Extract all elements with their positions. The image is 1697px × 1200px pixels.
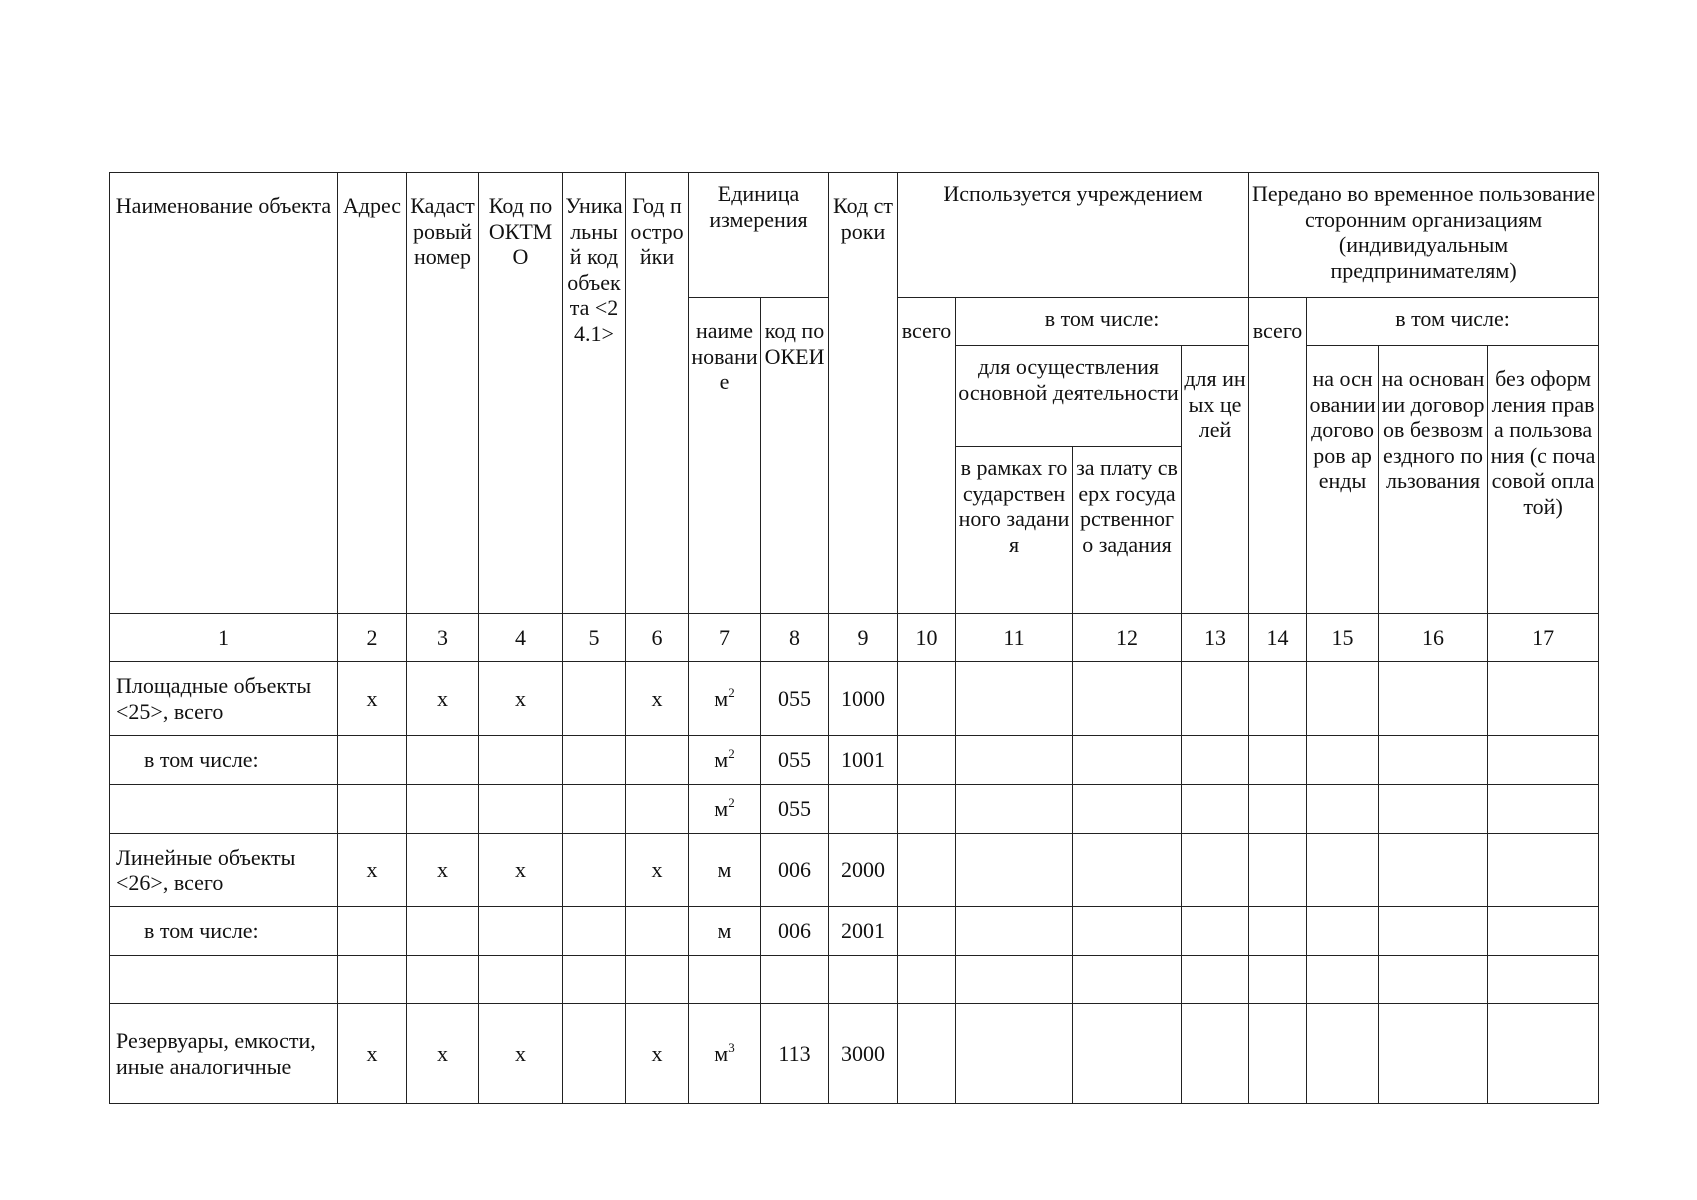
col-number: 8 (761, 614, 829, 662)
cell-value (1307, 785, 1379, 834)
cell-value (1182, 662, 1249, 736)
cell-okei: 006 (761, 834, 829, 907)
cell-value (1073, 907, 1182, 956)
cell-cadastral: x (407, 834, 479, 907)
cell-value (1073, 662, 1182, 736)
row-name (110, 785, 338, 834)
header-main-activity: для осуществления основной деятельности (956, 346, 1182, 447)
property-table (109, 172, 1599, 1104)
cell-unit (689, 956, 761, 1004)
cell-address: x (338, 1004, 407, 1104)
header-lease: на основании договоров аренды (1307, 346, 1379, 614)
cell-address: x (338, 834, 407, 907)
cell-cadastral (407, 956, 479, 1004)
cell-okei: 055 (761, 785, 829, 834)
cell-value (1073, 736, 1182, 785)
cell-unique-code (563, 834, 626, 907)
table-row (110, 1004, 1599, 1104)
row-name: Резервуары, емкости, иные аналогичные (110, 1004, 338, 1104)
cell-value (1073, 1004, 1182, 1104)
cell-value (1249, 956, 1307, 1004)
header-unit-name: наименование (689, 298, 761, 614)
cell-year: x (626, 662, 689, 736)
cell-year: x (626, 834, 689, 907)
cell-row-code (829, 785, 898, 834)
cell-address (338, 907, 407, 956)
cell-value (1182, 736, 1249, 785)
cell-value (1307, 736, 1379, 785)
col-number: 16 (1379, 614, 1488, 662)
cell-row-code (829, 956, 898, 1004)
cell-unique-code (563, 956, 626, 1004)
col-number: 11 (956, 614, 1073, 662)
row-name (110, 956, 338, 1004)
table-row (110, 785, 1599, 834)
cell-value (956, 785, 1073, 834)
header-used-total: всего (898, 298, 956, 614)
column-numbers-row (110, 614, 1599, 662)
cell-value (898, 907, 956, 956)
cell-value (1249, 907, 1307, 956)
cell-value (1488, 907, 1599, 956)
table-row (110, 662, 1599, 736)
cell-value (898, 834, 956, 907)
table-row (110, 956, 1599, 1004)
cell-value (1379, 1004, 1488, 1104)
cell-unique-code (563, 907, 626, 956)
cell-value (1307, 956, 1379, 1004)
col-number: 3 (407, 614, 479, 662)
cell-address (338, 785, 407, 834)
header-paid-over: за плату сверх государственного задания (1073, 447, 1182, 614)
cell-year (626, 736, 689, 785)
header-unit: Единица измерения (689, 173, 829, 298)
cell-value (1249, 1004, 1307, 1104)
header-row-1 (110, 173, 1599, 298)
cell-value (1379, 834, 1488, 907)
cell-unit (689, 785, 761, 834)
header-name: Наименование объекта (110, 173, 338, 614)
col-number: 12 (1073, 614, 1182, 662)
cell-value (1488, 956, 1599, 1004)
cell-value (898, 736, 956, 785)
cell-oktmo (479, 736, 563, 785)
cell-value (1379, 907, 1488, 956)
report-sheet (109, 172, 1599, 1104)
unit-power: 2 (728, 684, 735, 700)
cell-value (1379, 662, 1488, 736)
cell-unique-code (563, 785, 626, 834)
cell-value (1182, 907, 1249, 956)
cell-value (898, 662, 956, 736)
cell-oktmo (479, 785, 563, 834)
table-row (110, 834, 1599, 907)
header-transferred-total: всего (1249, 298, 1307, 614)
unit-text: м (714, 747, 729, 773)
cell-value (956, 736, 1073, 785)
cell-row-code: 2001 (829, 907, 898, 956)
header-unique-code: Уникальный код объекта <24.1> (563, 173, 626, 614)
header-address: Адрес (338, 173, 407, 614)
cell-year (626, 785, 689, 834)
cell-value (1379, 785, 1488, 834)
header-used: Используется учреждением (898, 173, 1249, 298)
row-name: в том числе: (110, 736, 338, 785)
col-number: 2 (338, 614, 407, 662)
cell-year (626, 956, 689, 1004)
col-number: 10 (898, 614, 956, 662)
cell-value (1249, 736, 1307, 785)
cell-value (898, 1004, 956, 1104)
cell-row-code: 3000 (829, 1004, 898, 1104)
cell-value (1073, 834, 1182, 907)
cell-value (1488, 785, 1599, 834)
cell-value (956, 956, 1073, 1004)
cell-cadastral (407, 785, 479, 834)
header-row-code: Код строки (829, 173, 898, 614)
cell-address: x (338, 662, 407, 736)
cell-address (338, 736, 407, 785)
cell-value (956, 1004, 1073, 1104)
table-row (110, 736, 1599, 785)
header-transferred: Передано во временное пользование сторонним организациям (индивидуальным предпринимателям) (1249, 173, 1599, 298)
cell-unique-code (563, 662, 626, 736)
cell-value (1379, 736, 1488, 785)
header-unit-okei: код по ОКЕИ (761, 298, 829, 614)
cell-row-code: 2000 (829, 834, 898, 907)
cell-value (1307, 1004, 1379, 1104)
unit-power: 2 (728, 746, 735, 762)
header-used-including: в том числе: (956, 298, 1249, 346)
col-number: 15 (1307, 614, 1379, 662)
col-number: 14 (1249, 614, 1307, 662)
cell-okei: 113 (761, 1004, 829, 1104)
cell-address (338, 956, 407, 1004)
cell-okei: 055 (761, 736, 829, 785)
cell-row-code: 1001 (829, 736, 898, 785)
header-state-task: в рамках государственного задания (956, 447, 1073, 614)
cell-cadastral (407, 736, 479, 785)
col-number: 4 (479, 614, 563, 662)
cell-value (1488, 736, 1599, 785)
unit-text: м (714, 1040, 729, 1066)
row-name: Линейные объекты <26>, всего (110, 834, 338, 907)
row-name: Площадные объекты <25>, всего (110, 662, 338, 736)
cell-year (626, 907, 689, 956)
cell-unit (689, 1004, 761, 1104)
cell-year: x (626, 1004, 689, 1104)
cell-value (1488, 662, 1599, 736)
cell-unit (689, 662, 761, 736)
cell-oktmo: x (479, 834, 563, 907)
col-number: 9 (829, 614, 898, 662)
cell-okei: 006 (761, 907, 829, 956)
cell-row-code: 1000 (829, 662, 898, 736)
cell-cadastral: x (407, 1004, 479, 1104)
cell-cadastral (407, 907, 479, 956)
cell-oktmo: x (479, 662, 563, 736)
col-number: 6 (626, 614, 689, 662)
cell-value (1249, 785, 1307, 834)
unit-power: 3 (728, 1039, 735, 1055)
col-number: 17 (1488, 614, 1599, 662)
cell-value (1488, 834, 1599, 907)
cell-value (1307, 907, 1379, 956)
cell-unique-code (563, 736, 626, 785)
unit-power: 2 (728, 795, 735, 811)
header-oktmo: Код по ОКТМО (479, 173, 563, 614)
cell-unique-code (563, 1004, 626, 1104)
cell-okei (761, 956, 829, 1004)
table-row (110, 907, 1599, 956)
cell-oktmo: x (479, 1004, 563, 1104)
cell-value (1182, 834, 1249, 907)
header-year: Год постройки (626, 173, 689, 614)
cell-value (1488, 1004, 1599, 1104)
cell-value (956, 834, 1073, 907)
cell-value (898, 956, 956, 1004)
header-transferred-including: в том числе: (1307, 298, 1599, 346)
row-name: в том числе: (110, 907, 338, 956)
col-number: 13 (1182, 614, 1249, 662)
header-cadastral: Кадастровый номер (407, 173, 479, 614)
cell-unit (689, 736, 761, 785)
cell-value (1182, 1004, 1249, 1104)
header-no-right: без оформления права пользования (с почасовой оплатой) (1488, 346, 1599, 614)
cell-value (1249, 662, 1307, 736)
cell-value (1307, 834, 1379, 907)
cell-value (898, 785, 956, 834)
cell-oktmo (479, 907, 563, 956)
cell-okei: 055 (761, 662, 829, 736)
col-number: 5 (563, 614, 626, 662)
col-number: 7 (689, 614, 761, 662)
cell-value (1182, 785, 1249, 834)
cell-value (1379, 956, 1488, 1004)
cell-value (1073, 956, 1182, 1004)
cell-value (956, 907, 1073, 956)
cell-value (1073, 785, 1182, 834)
col-number: 1 (110, 614, 338, 662)
unit-text: м (714, 796, 729, 822)
header-other-purposes: для иных целей (1182, 346, 1249, 614)
unit-text: м (714, 685, 729, 711)
cell-value (1307, 662, 1379, 736)
cell-unit: м (689, 907, 761, 956)
cell-value (956, 662, 1073, 736)
cell-cadastral: x (407, 662, 479, 736)
cell-unit: м (689, 834, 761, 907)
cell-oktmo (479, 956, 563, 1004)
header-free-use: на основании договоров безвозмездного пользования (1379, 346, 1488, 614)
cell-value (1249, 834, 1307, 907)
cell-value (1182, 956, 1249, 1004)
